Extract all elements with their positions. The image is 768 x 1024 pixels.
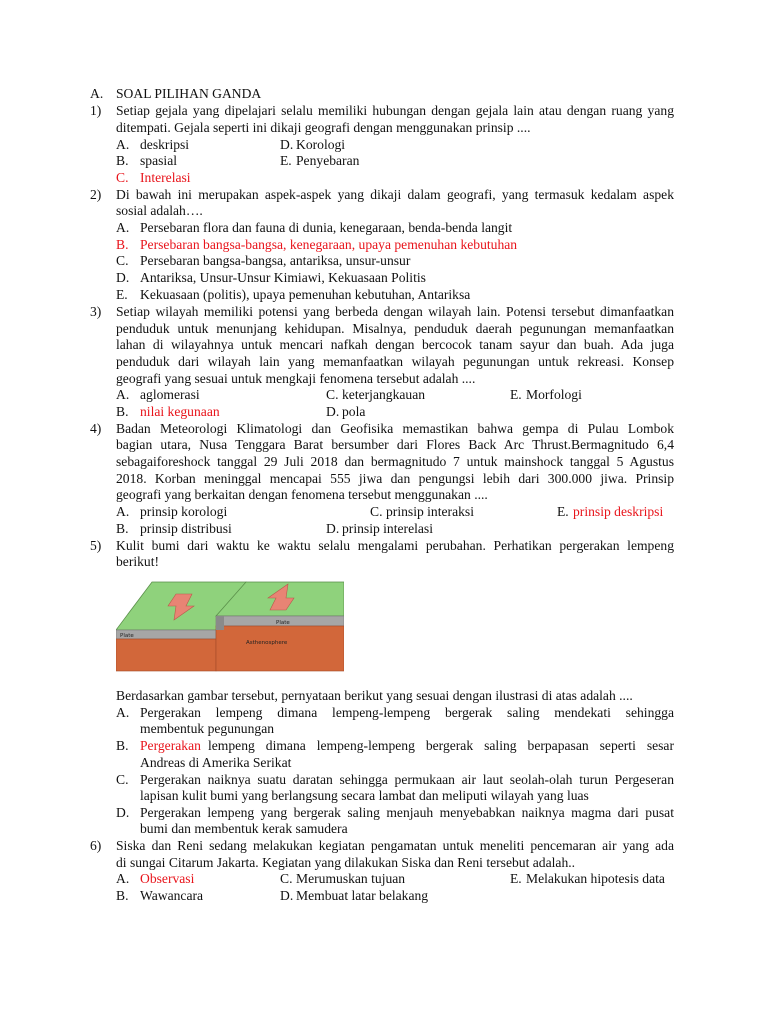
question-text-line: geografi yang berkaitan dengan fenomena tersebut menggunakan ....	[116, 487, 488, 502]
option-text: aglomerasi	[140, 387, 200, 402]
figure-label-plate-right: Plate	[276, 620, 290, 626]
question-text-line: sebagaiforeshock tanggal 29 Juli 2018 dan bermagnitudo 7 untuk mainshock tanggal 5 Agustus	[116, 454, 674, 469]
option-letter: D.	[280, 888, 294, 903]
answer-option-text: prinsip deskripsi	[573, 504, 664, 519]
option-text: Persebaran bangsa-bangsa, antariksa, unsur-unsur	[140, 253, 411, 268]
question-text-line: penduduk untuk menunjang kehidupan. Misalnya, penduduk daerah pegunungan memanfaatkan	[116, 321, 674, 336]
option-letter: B.	[116, 738, 129, 753]
option-letter: B.	[116, 153, 129, 168]
question-text-line: Setiap wilayah memiliki potensi yang berbeda dengan wilayah lain. Potensi tersebut dimanfaatkan	[116, 304, 674, 319]
question-number: 4)	[90, 421, 102, 436]
answer-option-letter: B.	[116, 237, 129, 252]
option-letter: E.	[116, 287, 128, 302]
question-number: 1)	[90, 103, 102, 118]
option-text: Morfologi	[526, 387, 582, 402]
option-letter: D.	[280, 137, 294, 152]
question-text-line: Badan Meteorologi Klimatologi dan Geofisika memastikan bahwa gempa di Pulau Lombok	[116, 421, 674, 436]
left-asthenosphere	[116, 639, 216, 671]
option-text: Penyebaran	[296, 153, 360, 168]
option-letter: C.	[280, 871, 293, 886]
right-asthenosphere	[216, 626, 344, 671]
option-letter: E.	[510, 871, 522, 886]
option-letter: A.	[116, 220, 130, 235]
option-letter: C.	[370, 504, 383, 519]
option-letter: D.	[326, 404, 340, 419]
option-text: Antariksa, Unsur-Unsur Kimiawi, Kekuasaan Politis	[140, 270, 426, 285]
option-text: deskripsi	[140, 137, 190, 152]
question-text-line: di sungai Citarum Jakarta. Kegiatan yang dilakukan Siska dan Reni tersebut adalah..	[116, 855, 576, 870]
option-text: prinsip interelasi	[342, 521, 433, 536]
question-text-line: penduduk dari wilayah lain yang memanfaatkan wilayah pegunungan untuk rekreasi. Konsep	[116, 354, 674, 369]
question-text-line: Setiap gejala yang dipelajari selalu memiliki hubungan dengan gejala lain atau dengan ruang yang	[116, 103, 674, 118]
question-number: 3)	[90, 304, 102, 319]
option-letter: D.	[116, 270, 130, 285]
option-letter: A.	[116, 387, 130, 402]
option-text-line: Andreas di Amerika Serikat	[140, 755, 292, 770]
option-text: spasial	[140, 153, 177, 168]
question-stem: Berdasarkan gambar tersebut, pernyataan berikut yang sesuai dengan ilustrasi di atas adalah ....	[116, 688, 633, 703]
option-text-line: lempeng dimana lempeng-lempeng bergerak saling berpapasan seperti sesar	[208, 738, 674, 753]
option-text: Melakukan hipotesis data	[526, 871, 665, 886]
option-letter: E.	[280, 153, 292, 168]
question-number: 2)	[90, 187, 102, 202]
answer-option-text: nilai kegunaan	[140, 404, 220, 419]
option-letter: E.	[557, 504, 569, 519]
option-text-line: membentuk pegunungan	[140, 721, 275, 736]
option-text: Korologi	[296, 137, 346, 152]
option-text-line: Pergerakan lempeng yang bergerak saling menjauh menyebabkan naiknya magma dari pusat	[140, 805, 674, 820]
question-text-line: lahan di wilayahnya untuk mencari nafkah dengan bercocok tanam sayur dan buah. Ada juga	[116, 337, 674, 352]
option-letter: C.	[116, 772, 129, 787]
question-text-line: ditempati. Gejala seperti ini dikaji geografi dengan menggunakan prinsip ....	[116, 120, 531, 135]
option-letter: D.	[116, 805, 130, 820]
option-text: Merumuskan tujuan	[296, 871, 406, 886]
question-text-line: Di bawah ini merupakan aspek-aspek yang dikaji dalam geografi, yang termasuk kedalam aspek	[116, 187, 674, 202]
question-text-line: berikut!	[116, 554, 160, 569]
option-text: prinsip korologi	[140, 504, 228, 519]
question-number: 6)	[90, 838, 102, 853]
option-letter: C.	[116, 253, 129, 268]
question-text-line: Siska dan Reni sedang melakukan kegiatan pengamatan untuk meneliti pencemaran air yang ada	[116, 838, 674, 853]
answer-option-letter: C.	[116, 170, 129, 185]
option-letter: A.	[116, 705, 130, 720]
answer-option-text: Persebaran bangsa-bangsa, kenegaraan, upaya pemenuhan kebutuhan	[140, 237, 518, 252]
section-title: SOAL PILIHAN GANDA	[116, 86, 262, 101]
option-text: Persebaran flora dan fauna di dunia, kenegaraan, benda-benda langit	[140, 220, 513, 235]
answer-option-text: Interelasi	[140, 170, 191, 185]
option-text-line: bumi dan membentuk kerak samudera	[140, 821, 348, 836]
plate-movement-figure	[116, 580, 344, 672]
question-text-line: 2018. Korban meninggal mencapai 555 jiwa dan pengungsi lebih dari 300.000 jiwa. Prinsip	[116, 471, 674, 486]
option-text: Wawancara	[140, 888, 204, 903]
option-text-line: Pergerakan lempeng dimana lempeng-lempeng bergerak saling mendekati sehingga	[140, 705, 674, 720]
option-letter: D.	[326, 521, 340, 536]
question-text-line: sosial adalah….	[116, 203, 203, 218]
option-letter: E.	[510, 387, 522, 402]
option-letter: B.	[116, 404, 129, 419]
figure-label-plate-left: Plate	[120, 633, 134, 639]
option-text: keterjangkauan	[342, 387, 426, 402]
question-text-line: geografi yang sesuai untuk mengkaji fenomena tersebut adalah ....	[116, 371, 476, 386]
figure-label-asthenosphere: Asthenosphere	[246, 640, 288, 646]
option-letter: B.	[116, 521, 129, 536]
option-letter: C.	[326, 387, 339, 402]
option-text: prinsip interaksi	[386, 504, 474, 519]
plate-step	[216, 616, 224, 630]
answer-option-text: Observasi	[140, 871, 195, 886]
option-text: prinsip distribusi	[140, 521, 232, 536]
option-letter: A.	[116, 504, 130, 519]
question-number: 5)	[90, 538, 102, 553]
section-letter: A.	[90, 86, 104, 101]
option-letter: B.	[116, 888, 129, 903]
option-text: Kekuasaan (politis), upaya pemenuhan kebutuhan, Antariksa	[140, 287, 471, 302]
option-text-line: Pergerakan naiknya suatu daratan sehingga permukaan air laut seolah-olah turun Pergeseran	[140, 772, 674, 787]
option-text: Membuat latar belakang	[296, 888, 429, 903]
answer-option-text: Pergerakan	[140, 738, 201, 753]
option-letter: A.	[116, 137, 130, 152]
option-text: pola	[342, 404, 366, 419]
option-text-line: lapisan kulit bumi yang berlangsung secara lambat dan meliputi wilayah yang luas	[140, 788, 589, 803]
question-text-line: Kulit bumi dari waktu ke waktu selalu mengalami perubahan. Perhatikan pergerakan lempeng	[116, 538, 674, 553]
question-text-line: bagian utara, Nusa Tenggara Barat bersumber dari Flores Back Arc Thrust.Bermagnitudo 6,4	[116, 437, 674, 452]
option-letter: A.	[116, 871, 130, 886]
